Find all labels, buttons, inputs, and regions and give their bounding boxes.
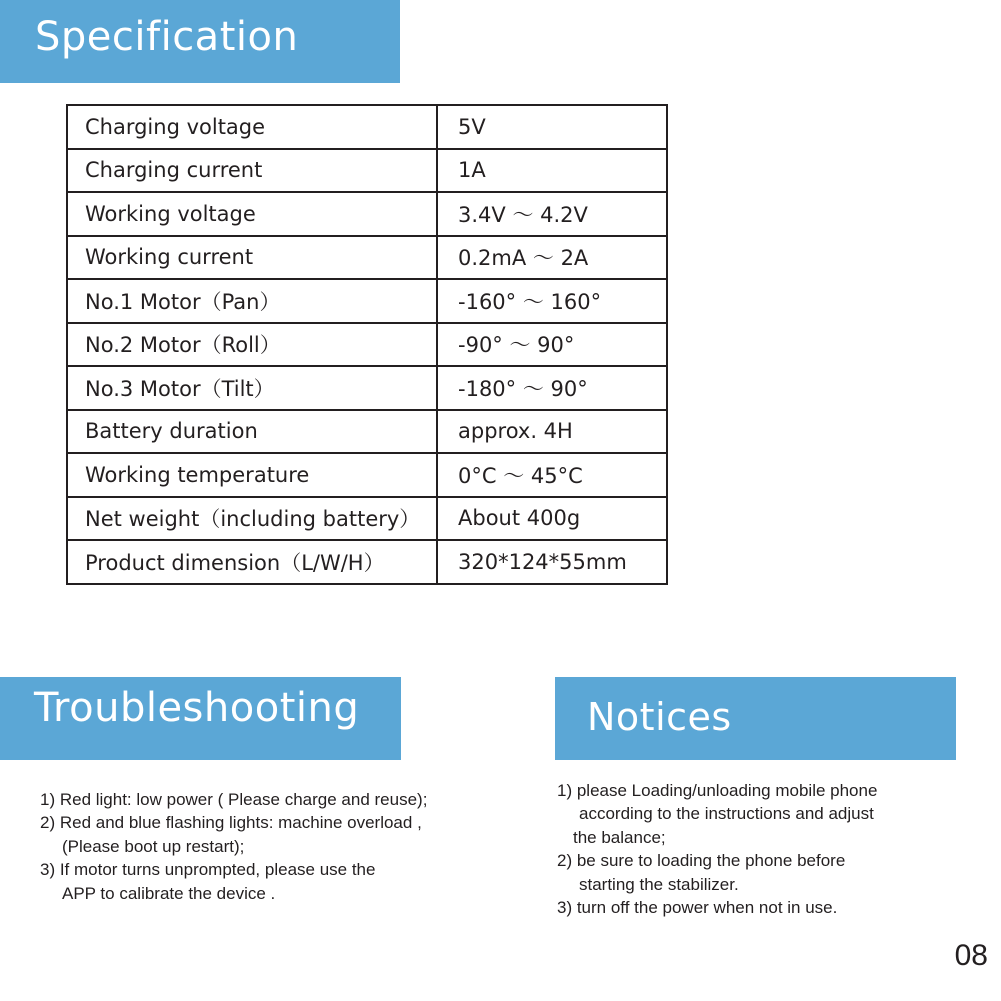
- spec-value: -160° ～ 160°: [437, 279, 667, 323]
- table-row: [67, 497, 667, 541]
- spec-param: Working current: [67, 236, 437, 280]
- spec-param: Charging voltage: [67, 105, 437, 149]
- table-row: [67, 453, 667, 497]
- spec-value: 1A: [437, 149, 667, 193]
- list-item: 1) please Loading/unloading mobile phone: [557, 781, 878, 800]
- troubleshooting-list: [40, 788, 427, 905]
- spec-param: Working temperature: [67, 453, 437, 497]
- spec-value: 5V: [437, 105, 667, 149]
- spec-param: Product dimension（L/W/H）: [67, 540, 437, 584]
- spec-value: 320*124*55mm: [437, 540, 667, 584]
- list-item: starting the stabilizer.: [579, 874, 739, 894]
- spec-param: Battery duration: [67, 410, 437, 454]
- list-item: 3) turn off the power when not in use.: [557, 898, 838, 918]
- spec-value: About 400g: [437, 497, 667, 541]
- table-row: [67, 279, 667, 323]
- specification-title: Specification: [35, 14, 299, 60]
- list-item: 1) Red light: low power ( Please charge and reuse);: [40, 790, 428, 809]
- table-row: [67, 149, 667, 193]
- page-number: 08: [954, 939, 988, 972]
- specification-banner: [0, 0, 400, 83]
- table-row: [67, 323, 667, 367]
- spec-value: 0°C ～ 45°C: [437, 453, 667, 497]
- spec-value: 0.2mA ～ 2A: [437, 236, 667, 280]
- spec-param: Charging current: [67, 149, 437, 193]
- list-item: the balance;: [573, 827, 666, 847]
- table-row: [67, 366, 667, 410]
- spec-param: Net weight（including battery）: [67, 497, 437, 541]
- spec-param: Working voltage: [67, 192, 437, 236]
- troubleshooting-title: Troubleshooting: [34, 685, 360, 731]
- table-row: [67, 105, 667, 149]
- table-row: [67, 410, 667, 454]
- spec-param: No.3 Motor（Tilt）: [67, 366, 437, 410]
- table-row: [67, 236, 667, 280]
- list-item: (Please boot up restart);: [62, 836, 245, 856]
- notices-title: Notices: [587, 695, 732, 739]
- specification-table: [66, 104, 668, 585]
- list-item: 2) be sure to loading the phone before: [557, 851, 846, 871]
- spec-param: No.2 Motor（Roll）: [67, 323, 437, 367]
- list-item: 3) If motor turns unprompted, please use the: [40, 860, 376, 880]
- spec-param: No.1 Motor（Pan）: [67, 279, 437, 323]
- list-item: according to the instructions and adjust: [579, 804, 874, 824]
- spec-value: -90° ～ 90°: [437, 323, 667, 367]
- notices-list: [557, 779, 877, 919]
- table-row: [67, 540, 667, 584]
- list-item: APP to calibrate the device .: [62, 883, 276, 903]
- notices-banner: [555, 677, 956, 760]
- spec-value: approx. 4H: [437, 410, 667, 454]
- spec-value: -180° ～ 90°: [437, 366, 667, 410]
- table-row: [67, 192, 667, 236]
- spec-value: 3.4V ～ 4.2V: [437, 192, 667, 236]
- troubleshooting-banner: [0, 677, 401, 760]
- list-item: 2) Red and blue flashing lights: machine overload ,: [40, 813, 422, 833]
